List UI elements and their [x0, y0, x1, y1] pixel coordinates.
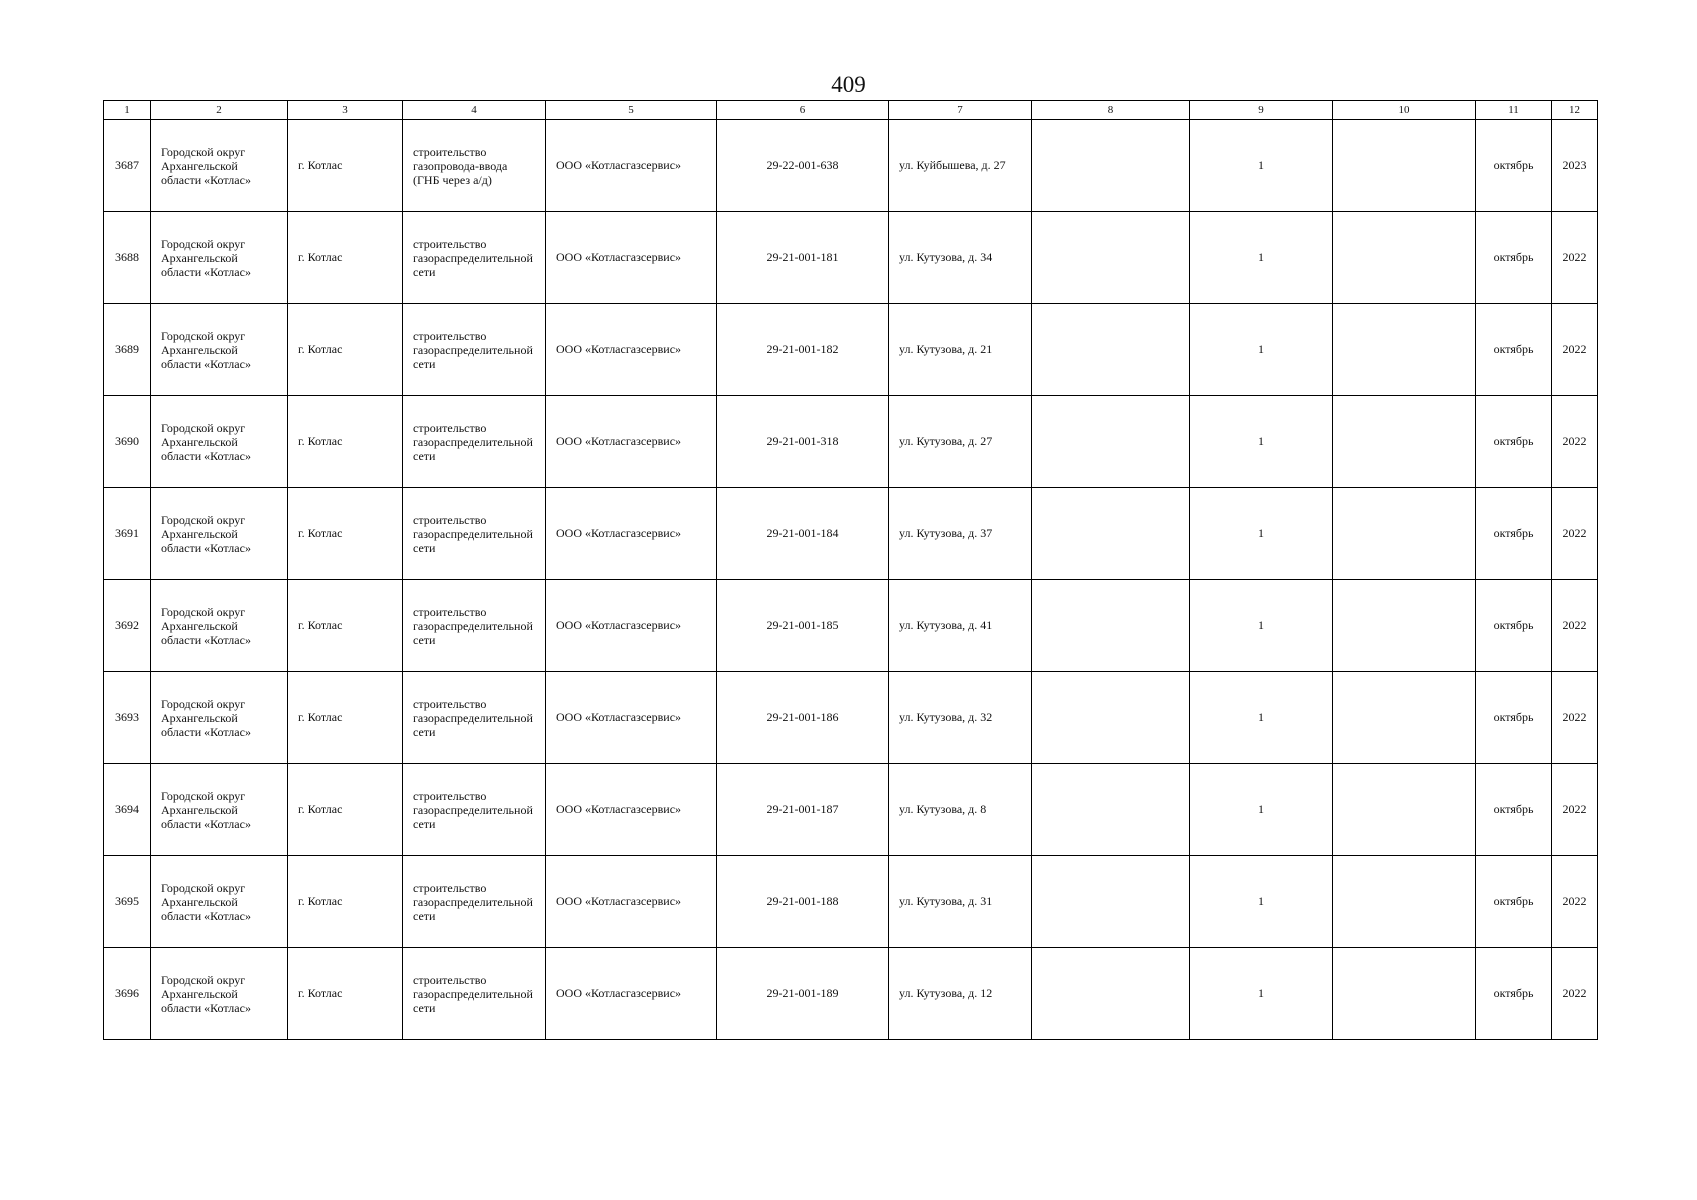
table-row: [104, 304, 1598, 396]
work-type-cell: [403, 120, 546, 212]
work-type-cell-line: газораспределительной: [413, 986, 533, 1001]
work-type-cell: [403, 580, 546, 672]
organization-cell: ООО «Котласгазсервис»: [546, 948, 717, 1040]
row-number: 3691: [104, 488, 151, 580]
year-cell: 2022: [1552, 580, 1598, 672]
row-number: 3690: [104, 396, 151, 488]
locality-cell: г. Котлас: [288, 672, 403, 764]
locality-cell: г. Котлас: [288, 120, 403, 212]
column-8-cell: [1032, 580, 1190, 672]
work-type-cell-line: сети: [413, 632, 436, 647]
work-type-cell: [403, 948, 546, 1040]
table-row: [104, 212, 1598, 304]
column-9-cell: 1: [1190, 764, 1333, 856]
work-type-cell-line: строительство: [413, 512, 487, 527]
district-cell: [151, 396, 288, 488]
column-number: 6: [717, 101, 889, 120]
district-cell: [151, 120, 288, 212]
row-number: 3693: [104, 672, 151, 764]
month-cell: октябрь: [1476, 396, 1552, 488]
column-8-cell: [1032, 212, 1190, 304]
column-9-cell: 1: [1190, 212, 1333, 304]
district-cell-line: Городской округ: [161, 328, 246, 343]
district-cell-line: области «Котлас»: [161, 540, 251, 555]
work-type-cell: [403, 212, 546, 304]
district-cell: [151, 488, 288, 580]
district-cell-line: Архангельской: [161, 250, 238, 265]
column-8-cell: [1032, 120, 1190, 212]
column-10-cell: [1333, 120, 1476, 212]
locality-cell: г. Котлас: [288, 396, 403, 488]
row-number: 3696: [104, 948, 151, 1040]
work-type-cell-line: сети: [413, 448, 436, 463]
work-type-cell-line: сети: [413, 1000, 436, 1015]
year-cell: 2022: [1552, 856, 1598, 948]
district-cell: [151, 580, 288, 672]
address-cell: ул. Кутузова, д. 27: [889, 396, 1032, 488]
column-8-cell: [1032, 672, 1190, 764]
table-row: [104, 948, 1598, 1040]
district-cell-line: Городской округ: [161, 972, 246, 987]
object-code-cell: 29-21-001-186: [717, 672, 889, 764]
year-cell: 2022: [1552, 396, 1598, 488]
column-10-cell: [1333, 304, 1476, 396]
table-row: [104, 580, 1598, 672]
column-9-cell: 1: [1190, 120, 1333, 212]
address-cell: ул. Кутузова, д. 21: [889, 304, 1032, 396]
district-cell-line: Архангельской: [161, 342, 238, 357]
table-row: [104, 396, 1598, 488]
work-type-cell-line: сети: [413, 908, 436, 923]
column-10-cell: [1333, 672, 1476, 764]
object-code-cell: 29-21-001-188: [717, 856, 889, 948]
row-number: 3689: [104, 304, 151, 396]
column-number: 9: [1190, 101, 1333, 120]
row-number: 3692: [104, 580, 151, 672]
locality-cell: г. Котлас: [288, 304, 403, 396]
column-number-row: [104, 101, 1598, 120]
work-type-cell-line: газопровода-ввода: [413, 158, 508, 173]
address-cell: ул. Кутузова, д. 41: [889, 580, 1032, 672]
work-type-cell-line: газораспределительной: [413, 710, 533, 725]
column-number: 11: [1476, 101, 1552, 120]
register-table: [103, 100, 1598, 1040]
work-type-cell: [403, 672, 546, 764]
column-8-cell: [1032, 764, 1190, 856]
district-cell-line: Архангельской: [161, 986, 238, 1001]
district-cell: [151, 764, 288, 856]
district-cell-line: области «Котлас»: [161, 816, 251, 831]
column-9-cell: 1: [1190, 856, 1333, 948]
district-cell-line: Архангельской: [161, 802, 238, 817]
object-code-cell: 29-21-001-182: [717, 304, 889, 396]
column-8-cell: [1032, 488, 1190, 580]
column-number: 10: [1333, 101, 1476, 120]
district-cell-line: Городской округ: [161, 236, 246, 251]
district-cell: [151, 948, 288, 1040]
year-cell: 2022: [1552, 948, 1598, 1040]
page-number: 409: [831, 72, 866, 97]
organization-cell: ООО «Котласгазсервис»: [546, 120, 717, 212]
locality-cell: г. Котлас: [288, 764, 403, 856]
column-number: 5: [546, 101, 717, 120]
work-type-cell-line: газораспределительной: [413, 526, 533, 541]
district-cell-line: области «Котлас»: [161, 356, 251, 371]
column-8-cell: [1032, 304, 1190, 396]
column-10-cell: [1333, 948, 1476, 1040]
district-cell-line: области «Котлас»: [161, 264, 251, 279]
work-type-cell-line: газораспределительной: [413, 250, 533, 265]
locality-cell: г. Котлас: [288, 580, 403, 672]
column-number: 2: [151, 101, 288, 120]
month-cell: октябрь: [1476, 304, 1552, 396]
work-type-cell-line: сети: [413, 816, 436, 831]
district-cell: [151, 212, 288, 304]
column-10-cell: [1333, 396, 1476, 488]
district-cell-line: Городской округ: [161, 144, 246, 159]
row-number: 3688: [104, 212, 151, 304]
work-type-cell-line: строительство: [413, 972, 487, 987]
month-cell: октябрь: [1476, 212, 1552, 304]
object-code-cell: 29-21-001-181: [717, 212, 889, 304]
district-cell-line: Архангельской: [161, 434, 238, 449]
work-type-cell-line: сети: [413, 264, 436, 279]
object-code-cell: 29-21-001-318: [717, 396, 889, 488]
district-cell-line: Архангельской: [161, 526, 238, 541]
work-type-cell-line: строительство: [413, 604, 487, 619]
district-cell-line: области «Котлас»: [161, 724, 251, 739]
work-type-cell-line: строительство: [413, 880, 487, 895]
district-cell-line: области «Котлас»: [161, 908, 251, 923]
organization-cell: ООО «Котласгазсервис»: [546, 488, 717, 580]
locality-cell: г. Котлас: [288, 856, 403, 948]
organization-cell: ООО «Котласгазсервис»: [546, 212, 717, 304]
organization-cell: ООО «Котласгазсервис»: [546, 672, 717, 764]
object-code-cell: 29-21-001-184: [717, 488, 889, 580]
column-9-cell: 1: [1190, 396, 1333, 488]
work-type-cell-line: сети: [413, 540, 436, 555]
column-number: 3: [288, 101, 403, 120]
table-row: [104, 856, 1598, 948]
work-type-cell-line: строительство: [413, 696, 487, 711]
month-cell: октябрь: [1476, 672, 1552, 764]
organization-cell: ООО «Котласгазсервис»: [546, 396, 717, 488]
column-number: 12: [1552, 101, 1598, 120]
year-cell: 2022: [1552, 304, 1598, 396]
district-cell-line: Архангельской: [161, 618, 238, 633]
work-type-cell-line: (ГНБ через а/д): [413, 172, 492, 187]
column-number: 1: [104, 101, 151, 120]
district-cell: [151, 304, 288, 396]
work-type-cell-line: строительство: [413, 420, 487, 435]
address-cell: ул. Куйбышева, д. 27: [889, 120, 1032, 212]
year-cell: 2023: [1552, 120, 1598, 212]
district-cell-line: Городской округ: [161, 420, 246, 435]
row-number: 3687: [104, 120, 151, 212]
work-type-cell-line: сети: [413, 724, 436, 739]
organization-cell: ООО «Котласгазсервис»: [546, 580, 717, 672]
address-cell: ул. Кутузова, д. 34: [889, 212, 1032, 304]
table-row: [104, 672, 1598, 764]
table-row: [104, 488, 1598, 580]
organization-cell: ООО «Котласгазсервис»: [546, 764, 717, 856]
column-number: 4: [403, 101, 546, 120]
address-cell: ул. Кутузова, д. 37: [889, 488, 1032, 580]
year-cell: 2022: [1552, 488, 1598, 580]
month-cell: октябрь: [1476, 764, 1552, 856]
district-cell-line: Городской округ: [161, 604, 246, 619]
organization-cell: ООО «Котласгазсервис»: [546, 304, 717, 396]
work-type-cell-line: строительство: [413, 788, 487, 803]
work-type-cell-line: строительство: [413, 328, 487, 343]
work-type-cell-line: газораспределительной: [413, 802, 533, 817]
district-cell-line: Городской округ: [161, 788, 246, 803]
month-cell: октябрь: [1476, 856, 1552, 948]
column-number: 7: [889, 101, 1032, 120]
table-row: [104, 120, 1598, 212]
table-row: [104, 764, 1598, 856]
address-cell: ул. Кутузова, д. 31: [889, 856, 1032, 948]
district-cell-line: области «Котлас»: [161, 448, 251, 463]
work-type-cell-line: газораспределительной: [413, 894, 533, 909]
district-cell-line: области «Котлас»: [161, 632, 251, 647]
work-type-cell: [403, 396, 546, 488]
district-cell: [151, 856, 288, 948]
column-10-cell: [1333, 856, 1476, 948]
year-cell: 2022: [1552, 212, 1598, 304]
work-type-cell-line: газораспределительной: [413, 342, 533, 357]
month-cell: октябрь: [1476, 488, 1552, 580]
column-9-cell: 1: [1190, 672, 1333, 764]
column-9-cell: 1: [1190, 948, 1333, 1040]
district-cell-line: Городской округ: [161, 880, 246, 895]
object-code-cell: 29-21-001-189: [717, 948, 889, 1040]
column-10-cell: [1333, 212, 1476, 304]
object-code-cell: 29-21-001-185: [717, 580, 889, 672]
address-cell: ул. Кутузова, д. 32: [889, 672, 1032, 764]
district-cell: [151, 672, 288, 764]
column-8-cell: [1032, 396, 1190, 488]
work-type-cell-line: газораспределительной: [413, 618, 533, 633]
column-8-cell: [1032, 856, 1190, 948]
row-number: 3694: [104, 764, 151, 856]
column-9-cell: 1: [1190, 304, 1333, 396]
object-code-cell: 29-21-001-187: [717, 764, 889, 856]
column-8-cell: [1032, 948, 1190, 1040]
district-cell-line: области «Котлас»: [161, 172, 251, 187]
locality-cell: г. Котлас: [288, 488, 403, 580]
year-cell: 2022: [1552, 764, 1598, 856]
address-cell: ул. Кутузова, д. 8: [889, 764, 1032, 856]
work-type-cell-line: строительство: [413, 144, 487, 159]
column-number: 8: [1032, 101, 1190, 120]
locality-cell: г. Котлас: [288, 212, 403, 304]
organization-cell: ООО «Котласгазсервис»: [546, 856, 717, 948]
work-type-cell-line: сети: [413, 356, 436, 371]
month-cell: октябрь: [1476, 580, 1552, 672]
row-number: 3695: [104, 856, 151, 948]
column-10-cell: [1333, 764, 1476, 856]
column-10-cell: [1333, 488, 1476, 580]
work-type-cell-line: строительство: [413, 236, 487, 251]
work-type-cell-line: газораспределительной: [413, 434, 533, 449]
column-9-cell: 1: [1190, 488, 1333, 580]
district-cell-line: Городской округ: [161, 696, 246, 711]
column-9-cell: 1: [1190, 580, 1333, 672]
address-cell: ул. Кутузова, д. 12: [889, 948, 1032, 1040]
district-cell-line: Архангельской: [161, 710, 238, 725]
district-cell-line: области «Котлас»: [161, 1000, 251, 1015]
month-cell: октябрь: [1476, 948, 1552, 1040]
work-type-cell: [403, 488, 546, 580]
work-type-cell: [403, 304, 546, 396]
district-cell-line: Архангельской: [161, 894, 238, 909]
locality-cell: г. Котлас: [288, 948, 403, 1040]
work-type-cell: [403, 764, 546, 856]
table-body: [104, 120, 1598, 1040]
year-cell: 2022: [1552, 672, 1598, 764]
district-cell-line: Архангельской: [161, 158, 238, 173]
month-cell: октябрь: [1476, 120, 1552, 212]
object-code-cell: 29-22-001-638: [717, 120, 889, 212]
column-10-cell: [1333, 580, 1476, 672]
district-cell-line: Городской округ: [161, 512, 246, 527]
work-type-cell: [403, 856, 546, 948]
